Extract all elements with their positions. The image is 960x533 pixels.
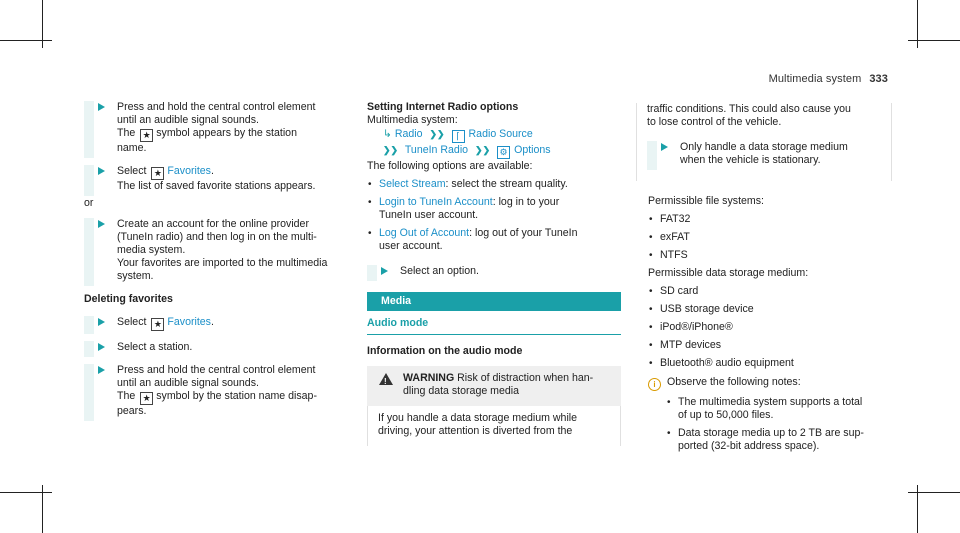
- chevron-icon: ❯❯: [383, 145, 399, 155]
- list-item: • iPod®/iPhone®: [648, 321, 892, 334]
- star-icon: [140, 129, 153, 142]
- right-column: [636, 103, 892, 458]
- step: Create an account for the online provider (TuneIn radio) and then log in on the multi- media system. Your favorites are imported to the multimedia system.: [84, 218, 352, 283]
- return-arrow-icon: ↳: [383, 128, 392, 140]
- note: i Observe the following notes:: [636, 376, 892, 391]
- star-icon: [151, 167, 164, 180]
- warning-icon: [379, 373, 393, 385]
- star-icon: [151, 318, 164, 331]
- step-arrow-icon: [98, 167, 105, 175]
- fs-heading: Permissible file systems:: [648, 195, 764, 207]
- info-heading: Information on the audio mode: [367, 345, 523, 357]
- middle-column: Setting Internet Radio options Multimedia system: ↳ Radio ❯❯ ⌈ Radio Source ❯❯ TuneIn Radio ❯❯ ⚙ Options The following options are available: • Select Stream: select the stream quality. • Login to TuneIn Account: log in to your TuneIn user account. • Log Out of Account: log out of your TuneIn user account. Select an option. Media Audio mode Information on the audio mode ! WARNING Risk of distraction when han- dling data storage media If you handle a data storage medium while driving, your attention is diverted from the: [367, 101, 621, 446]
- section-title: Multimedia system: [768, 73, 862, 85]
- warning-body: If you handle a data storage medium while driving, your attention is diverted from the: [367, 406, 621, 446]
- warning-box: ! WARNING Risk of distraction when han- dling data storage media: [367, 366, 621, 406]
- step: Only handle a data storage medium when the vehicle is stationary.: [647, 141, 881, 167]
- list-item: • USB storage device: [648, 303, 892, 316]
- step-arrow-icon: [98, 220, 105, 228]
- step: Select ★ Favorites. The list of saved favorite stations appears.: [84, 165, 352, 193]
- or-label: or: [84, 197, 94, 209]
- options-list: [367, 178, 621, 253]
- step: Select an option.: [367, 265, 621, 278]
- media-list: [636, 285, 892, 370]
- radio-source-link[interactable]: Radio Source: [468, 128, 533, 140]
- info-icon: i: [648, 378, 661, 391]
- left-column: [84, 101, 352, 428]
- notes-list: [636, 396, 892, 453]
- page-header: [769, 73, 888, 85]
- list-item: • Data storage media up to 2 TB are sup- ported (32-bit address space).: [666, 427, 892, 453]
- menu-path: [367, 144, 621, 159]
- crop-mark: [908, 492, 960, 493]
- list-item: • Bluetooth® audio equipment: [648, 357, 892, 370]
- tunein-radio-link[interactable]: TuneIn Radio: [404, 144, 469, 156]
- radio-link[interactable]: Radio: [394, 128, 423, 140]
- favorites-link[interactable]: Favorites: [167, 165, 211, 177]
- step-arrow-icon: [98, 366, 105, 374]
- source-icon: ⌈: [452, 130, 465, 143]
- list-item: • Select Stream: select the stream quality.: [367, 178, 621, 191]
- list-item: • SD card: [648, 285, 892, 298]
- step: Select ★ Favorites.: [84, 316, 352, 331]
- media-section-bar: Media: [367, 292, 621, 311]
- audio-mode-heading: Audio mode: [367, 317, 621, 335]
- options-link[interactable]: Options: [514, 144, 551, 156]
- crop-mark: [908, 40, 960, 41]
- menu-path: [367, 128, 621, 143]
- file-systems-list: [636, 213, 892, 262]
- chevron-icon: ❯❯: [429, 129, 445, 139]
- list-item: • Login to TuneIn Account: log in to your TuneIn user account.: [367, 196, 621, 222]
- crop-mark: [0, 40, 52, 41]
- step: Press and hold the central control element until an audible signal sounds. The ★ symbol appears by the station name.: [84, 101, 352, 155]
- step: Select a station.: [84, 341, 352, 354]
- list-item: • MTP devices: [648, 339, 892, 352]
- list-item: • Log Out of Account: log out of your TuneIn user account.: [367, 227, 621, 253]
- chevron-icon: ❯❯: [475, 145, 491, 155]
- list-item: • exFAT: [648, 231, 892, 244]
- step-arrow-icon: [381, 267, 388, 275]
- step-arrow-icon: [98, 343, 105, 351]
- deleting-heading: Deleting favorites: [84, 293, 173, 305]
- favorites-link[interactable]: Favorites: [167, 316, 211, 328]
- page-number: 333: [869, 73, 888, 85]
- list-item: • FAT32: [648, 213, 892, 226]
- list-item: • The multimedia system supports a total of up to 50,000 files.: [666, 396, 892, 422]
- crop-mark: [0, 492, 52, 493]
- step-arrow-icon: [98, 318, 105, 326]
- star-icon: [140, 392, 153, 405]
- step-arrow-icon: [98, 103, 105, 111]
- list-item: • NTFS: [648, 249, 892, 262]
- media-heading: Permissible data storage medium:: [648, 267, 809, 279]
- step-arrow-icon: [661, 143, 668, 151]
- gear-icon: ⚙: [497, 146, 510, 159]
- warning-continuation: traffic conditions. This could also cause you to lose control of the vehicle. Only handle a data storage medium when the vehicle is stationary.: [636, 103, 892, 181]
- step: Press and hold the central control element until an audible signal sounds. The ★ symbol by the station name disap- pears.: [84, 364, 352, 418]
- section-heading: Setting Internet Radio options: [367, 101, 519, 113]
